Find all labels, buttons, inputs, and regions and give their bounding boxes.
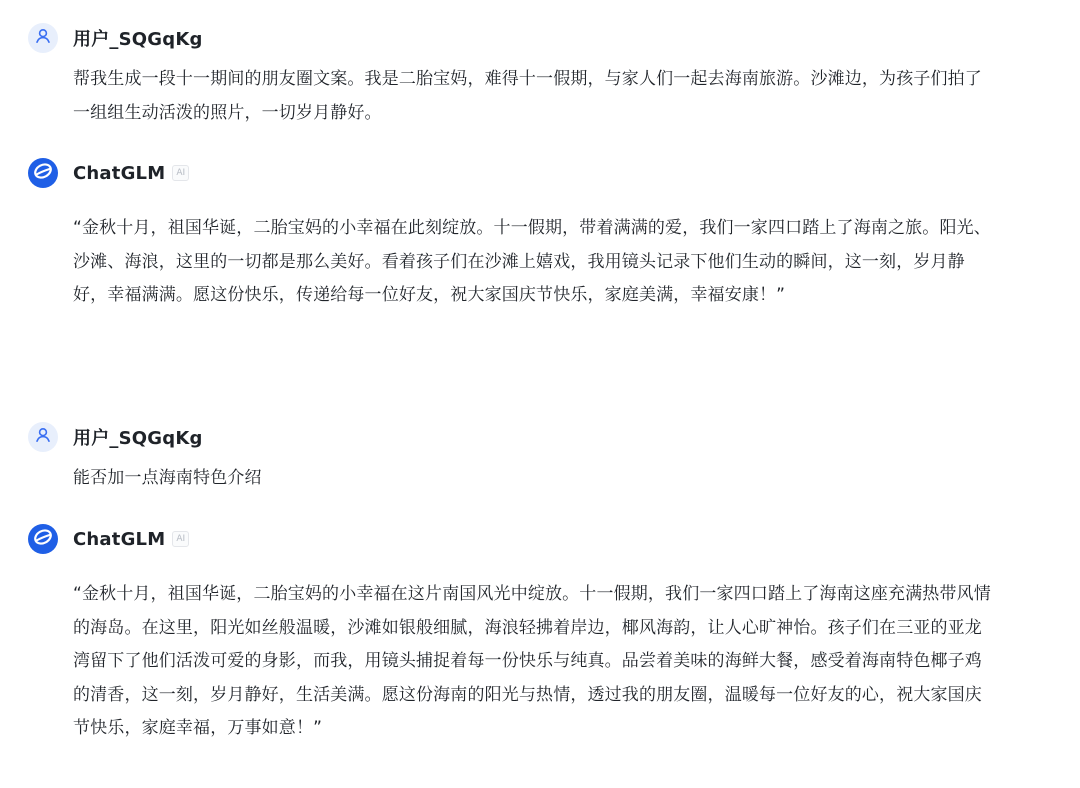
sender-name: 用户_SQGqKg: [73, 29, 203, 50]
user-avatar: [28, 422, 58, 452]
user-icon: [34, 27, 52, 49]
message-text: “金秋十月，祖国华诞，二胎宝妈的小幸福在此刻绽放。十一假期，带着满满的爱，我们一家四口踏上了海南之旅。阳光、沙滩、海浪，这里的一切都是那么美好。看着孩子们在沙滩上嬉戏，我用镜头记录下他们生动的瞬间，这一刻，岁月静好，幸福满满。愿这份快乐，传递给每一位好友，祝大家国庆节快乐，家庭美满，幸福安康！”: [73, 218, 991, 305]
message-text: 能否加一点海南特色介绍: [73, 468, 262, 488]
sender-name: ChatGLM: [73, 528, 166, 550]
sender-name: ChatGLM: [73, 162, 166, 184]
chatglm-avatar: [28, 158, 58, 188]
user-avatar: [28, 23, 58, 53]
message-header: [28, 422, 203, 452]
ai-badge: AI: [172, 531, 189, 547]
chatglm-logo-icon: [32, 160, 54, 186]
chatglm-avatar: [28, 524, 58, 554]
message-text: 帮我生成一段十一期间的朋友圈文案。我是二胎宝妈，难得十一假期，与家人们一起去海南旅游。沙滩边，为孩子们拍了一组组生动活泼的照片，一切岁月静好。: [73, 69, 982, 123]
message-header: [28, 158, 189, 188]
message-header: [28, 524, 189, 554]
message-header: [28, 23, 203, 53]
chatglm-logo-icon: [32, 526, 54, 552]
message-text: “金秋十月，祖国华诞，二胎宝妈的小幸福在这片南国风光中绽放。十一假期，我们一家四口踏上了海南这座充满热带风情的海岛。在这里，阳光如丝般温暖，沙滩如银般细腻，海浪轻拂着岸边，椰风海韵，让人心旷神怡。孩子们在三亚的亚龙湾留下了他们活泼可爱的身影，而我，用镜头捕捉着每一份快乐与纯真。品尝着美味的海鲜大餐，感受着海南特色椰子鸡的清香，这一刻，岁月静好，生活美满。愿这份海南的阳光与热情，透过我的朋友圈，温暖每一位好友的心，祝大家国庆节快乐，家庭幸福，万事如意！”: [73, 584, 991, 738]
sender-name: 用户_SQGqKg: [73, 428, 203, 449]
ai-badge: AI: [172, 165, 189, 181]
user-icon: [34, 426, 52, 448]
